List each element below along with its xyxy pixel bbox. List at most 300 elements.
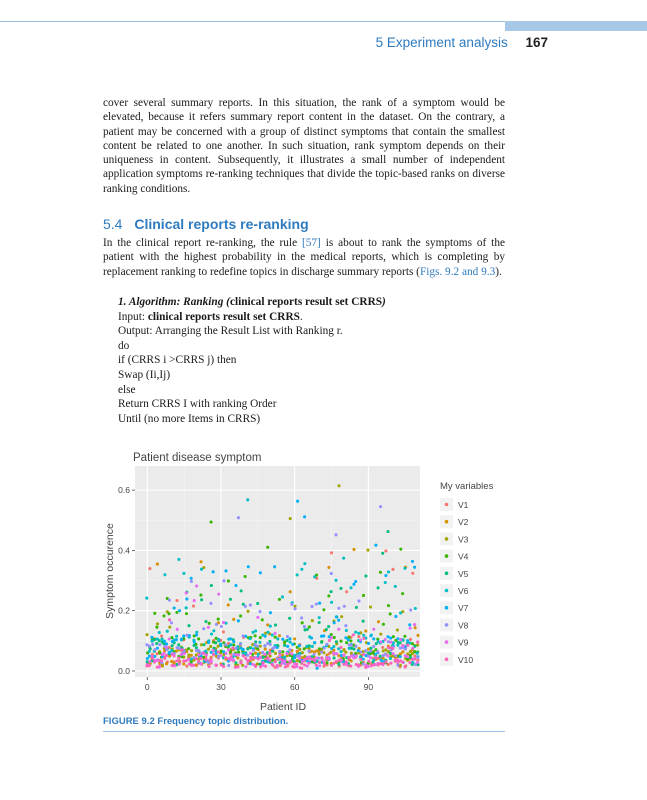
- scatter-point: [183, 652, 186, 655]
- scatter-point: [249, 637, 252, 640]
- scatter-point: [168, 618, 171, 621]
- scatter-point: [145, 664, 148, 667]
- scatter-point: [204, 658, 207, 661]
- algorithm-line: Output: Arranging the Result List with Ranking r.: [118, 325, 343, 338]
- scatter-point: [343, 605, 346, 608]
- scatter-point: [387, 604, 390, 607]
- header-rule: [0, 21, 505, 22]
- scatter-point: [413, 657, 416, 660]
- scatter-point: [283, 660, 286, 663]
- scatter-point: [286, 663, 289, 666]
- scatter-point: [178, 647, 181, 650]
- scatter-point: [227, 664, 230, 667]
- scatter-point: [271, 650, 274, 653]
- scatter-point: [229, 637, 232, 640]
- algorithm-line: Until (no more Items in CRRS): [118, 412, 261, 425]
- scatter-point: [364, 649, 367, 652]
- scatter-point: [175, 599, 178, 602]
- scatter-point: [382, 623, 385, 626]
- legend-marker: [445, 554, 449, 558]
- scatter-point: [209, 602, 212, 605]
- scatter-point: [190, 649, 193, 652]
- scatter-point: [311, 619, 314, 622]
- scatter-point: [229, 598, 232, 601]
- scatter-point: [332, 651, 335, 654]
- scatter-point: [209, 645, 212, 648]
- algorithm-title-close: ): [382, 296, 386, 308]
- scatter-point: [298, 654, 301, 657]
- figure: [100, 448, 520, 714]
- scatter-point: [318, 647, 321, 650]
- scatter-point: [327, 594, 330, 597]
- scatter-point: [355, 606, 358, 609]
- scatter-point: [318, 664, 321, 667]
- scatter-point: [258, 663, 261, 666]
- scatter-point: [303, 647, 306, 650]
- scatter-point: [288, 617, 291, 620]
- scatter-point: [333, 656, 336, 659]
- scatter-point: [197, 637, 200, 640]
- scatter-point: [290, 603, 293, 606]
- scatter-point: [230, 655, 233, 658]
- scatter-point: [217, 650, 220, 653]
- scatter-point: [389, 652, 392, 655]
- scatter-point: [187, 647, 190, 650]
- scatter-point: [224, 643, 227, 646]
- scatter-point: [197, 653, 200, 656]
- legend-label: V7: [458, 603, 469, 614]
- scatter-point: [411, 661, 414, 664]
- scatter-point: [308, 625, 311, 628]
- section-number: 5.4: [103, 216, 123, 232]
- scatter-point: [352, 633, 355, 636]
- scatter-point: [289, 661, 292, 664]
- scatter-point: [379, 633, 382, 636]
- scatter-point: [283, 656, 286, 659]
- scatter-point: [156, 652, 159, 655]
- scatter-point: [389, 657, 392, 660]
- scatter-point: [175, 638, 178, 641]
- scatter-point: [199, 594, 202, 597]
- scatter-point: [369, 647, 372, 650]
- scatter-point: [195, 584, 198, 587]
- scatter-point: [413, 654, 416, 657]
- scatter-point: [182, 572, 185, 575]
- scatter-point: [330, 551, 333, 554]
- scatter-point: [165, 646, 168, 649]
- scatter-point: [352, 583, 355, 586]
- scatter-point: [339, 650, 342, 653]
- scatter-point: [337, 619, 340, 622]
- scatter-point: [151, 643, 154, 646]
- scatter-point: [146, 660, 149, 663]
- scatter-point: [307, 650, 310, 653]
- scatter-point: [384, 581, 387, 584]
- scatter-point: [349, 665, 352, 668]
- scatter-point: [344, 636, 347, 639]
- scatter-point: [185, 597, 188, 600]
- scatter-point: [313, 653, 316, 656]
- scatter-point: [334, 579, 337, 582]
- scatter-point: [278, 650, 281, 653]
- scatter-point: [261, 618, 264, 621]
- scatter-point: [259, 645, 262, 648]
- scatter-point: [408, 623, 411, 626]
- scatter-point: [222, 579, 225, 582]
- scatter-point: [379, 655, 382, 658]
- scatter-point: [416, 656, 419, 659]
- legend-marker: [445, 606, 449, 610]
- scatter-point: [289, 641, 292, 644]
- scatter-point: [406, 639, 409, 642]
- scatter-point: [296, 500, 299, 503]
- scatter-point: [330, 572, 333, 575]
- y-tick-label: 0.0: [118, 665, 130, 676]
- scatter-point: [278, 598, 281, 601]
- scatter-point: [391, 647, 394, 650]
- scatter-point: [414, 626, 417, 629]
- scatter-point: [303, 625, 306, 628]
- scatter-point: [396, 637, 399, 640]
- scatter-point: [229, 643, 232, 646]
- scatter-point: [325, 628, 328, 631]
- scatter-point: [318, 652, 321, 655]
- scatter-point: [185, 659, 188, 662]
- scatter-point: [210, 520, 213, 523]
- scatter-point: [185, 612, 188, 615]
- scatter-point: [345, 660, 348, 663]
- scatter-point: [224, 569, 227, 572]
- scatter-point: [208, 622, 211, 625]
- algorithm-block: [118, 295, 386, 426]
- scatter-point: [192, 605, 195, 608]
- scatter-point: [403, 665, 406, 668]
- scatter-point: [249, 652, 252, 655]
- scatter-point: [239, 643, 242, 646]
- scatter-point: [148, 660, 151, 663]
- legend-label: V3: [458, 534, 469, 545]
- scatter-point: [300, 568, 303, 571]
- scatter-point: [337, 607, 340, 610]
- scatter-point: [387, 646, 390, 649]
- scatter-point: [190, 580, 193, 583]
- scatter-point: [330, 647, 333, 650]
- scatter-point: [318, 621, 321, 624]
- scatter-point: [330, 601, 333, 604]
- scatter-point: [372, 663, 375, 666]
- scatter-point: [401, 650, 404, 653]
- y-axis-label: Symptom occurence: [104, 523, 116, 619]
- scatter-point: [160, 659, 163, 662]
- scatter-point: [168, 626, 171, 629]
- scatter-point: [171, 640, 174, 643]
- scatter-point: [237, 651, 240, 654]
- scatter-point: [227, 603, 230, 606]
- legend-label: V4: [458, 551, 469, 562]
- scatter-point: [271, 659, 274, 662]
- scatter-point: [303, 515, 306, 518]
- scatter-point: [300, 667, 303, 670]
- scatter-point: [384, 653, 387, 656]
- scatter-point: [155, 642, 158, 645]
- scatter-point: [315, 602, 318, 605]
- scatter-point: [180, 653, 183, 656]
- scatter-point: [339, 646, 342, 649]
- scatter-point: [416, 652, 419, 655]
- scatter-point: [293, 637, 296, 640]
- scatter-point: [281, 595, 284, 598]
- scatter-point: [285, 652, 288, 655]
- scatter-point: [409, 638, 412, 641]
- scatter-point: [323, 662, 326, 665]
- scatter-point: [274, 623, 277, 626]
- scatter-point: [381, 646, 384, 649]
- scatter-point: [208, 665, 211, 668]
- scatter-point: [359, 650, 362, 653]
- scatter-point: [364, 666, 367, 669]
- scatter-point: [300, 616, 303, 619]
- scatter-point: [382, 662, 385, 665]
- scatter-point: [411, 572, 414, 575]
- scatter-point: [318, 616, 321, 619]
- scatter-point: [325, 643, 328, 646]
- scatter-point: [364, 629, 367, 632]
- scatter-point: [163, 640, 166, 643]
- scatter-point: [258, 641, 261, 644]
- scatter-point: [254, 634, 257, 637]
- scatter-point: [163, 652, 166, 655]
- scatter-point: [406, 644, 409, 647]
- scatter-point: [239, 661, 242, 664]
- scatter-point: [347, 638, 350, 641]
- scatter-point: [153, 660, 156, 663]
- scatter-point: [408, 661, 411, 664]
- scatter-point: [389, 662, 392, 665]
- scatter-point: [333, 636, 336, 639]
- scatter-point: [342, 663, 345, 666]
- scatter-point: [242, 654, 245, 657]
- scatter-point: [325, 657, 328, 660]
- scatter-point: [286, 645, 289, 648]
- scatter-point: [345, 629, 348, 632]
- scatter-point: [195, 653, 198, 656]
- scatter-point: [168, 637, 171, 640]
- legend-marker: [445, 623, 449, 627]
- scatter-point: [219, 654, 222, 657]
- scatter-point: [330, 636, 333, 639]
- scatter-point: [160, 634, 163, 637]
- scatter-point: [199, 657, 202, 660]
- scatter-point: [173, 654, 176, 657]
- scatter-point: [295, 663, 298, 666]
- scatter-point: [166, 630, 169, 633]
- scatter-point: [274, 652, 277, 655]
- algorithm-title-italic: 1. Algorithm: Ranking (: [118, 296, 230, 308]
- scatter-point: [177, 656, 180, 659]
- scatter-point: [193, 644, 196, 647]
- scatter-point: [386, 654, 389, 657]
- scatter-point: [327, 566, 330, 569]
- legend: [440, 481, 494, 666]
- scatter-point: [345, 590, 348, 593]
- legend-label: V9: [458, 637, 469, 648]
- scatter-point: [322, 634, 325, 637]
- scatter-point: [163, 657, 166, 660]
- scatter-point: [173, 606, 176, 609]
- algorithm-line: Swap (Ii,Ij): [118, 368, 171, 381]
- scatter-point: [384, 638, 387, 641]
- scatter-point: [257, 657, 260, 660]
- scatter-point: [394, 585, 397, 588]
- scatter-point: [173, 664, 176, 667]
- scatter-point: [227, 579, 230, 582]
- scatter-point: [190, 577, 193, 580]
- scatter-point: [264, 648, 267, 651]
- scatter-point: [362, 662, 365, 665]
- scatter-point: [224, 656, 227, 659]
- scatter-point: [281, 638, 284, 641]
- scatter-point: [237, 619, 240, 622]
- scatter-point: [377, 586, 380, 589]
- algorithm-title: [118, 295, 386, 310]
- scatter-point: [145, 597, 148, 600]
- scatter-point: [379, 571, 382, 574]
- scatter-point: [399, 655, 402, 658]
- y-tick-label: 0.2: [118, 605, 130, 616]
- x-axis-label: Patient ID: [259, 701, 307, 713]
- scatter-point: [357, 664, 360, 667]
- scatter-point: [389, 641, 392, 644]
- scatter-point: [294, 607, 297, 610]
- scatter-point: [362, 620, 365, 623]
- scatter-point: [217, 593, 220, 596]
- scatter-point: [274, 632, 277, 635]
- scatter-point: [372, 628, 375, 631]
- algorithm-line: do: [118, 339, 130, 352]
- x-tick-label: 0: [144, 682, 150, 692]
- scatter-point: [268, 652, 271, 655]
- figure-reference-link[interactable]: Figs. 9.2 and 9.3: [419, 265, 496, 278]
- scatter-point: [259, 571, 262, 574]
- scatter-point: [251, 631, 254, 634]
- scatter-point: [195, 633, 198, 636]
- scatter-point: [268, 659, 271, 662]
- scatter-point: [156, 666, 159, 669]
- scatter-point: [402, 644, 405, 647]
- scatter-point: [366, 549, 369, 552]
- scatter-point: [354, 631, 357, 634]
- scatter-point: [288, 648, 291, 651]
- scatter-point: [330, 590, 333, 593]
- scatter-point: [212, 570, 215, 573]
- scatter-point: [298, 648, 301, 651]
- scatter-point: [148, 645, 151, 648]
- scatter-point: [256, 602, 259, 605]
- scatter-point: [348, 657, 351, 660]
- scatter-point: [224, 652, 227, 655]
- scatter-point: [367, 642, 370, 645]
- legend-label: V8: [458, 620, 469, 631]
- scatter-point: [389, 637, 392, 640]
- citation-link[interactable]: [57]: [301, 237, 321, 249]
- scatter-point: [178, 662, 181, 665]
- scatter-point: [256, 616, 259, 619]
- scatter-point: [251, 656, 254, 659]
- scatter-point: [146, 657, 149, 660]
- scatter-point: [273, 565, 276, 568]
- scatter-point: [269, 655, 272, 658]
- figure-caption-text: Frequency topic distribution.: [157, 716, 289, 727]
- scatter-point: [384, 549, 387, 552]
- scatter-point: [311, 645, 314, 648]
- legend-marker: [445, 640, 449, 644]
- scatter-point: [222, 630, 225, 633]
- scatter-point: [416, 643, 419, 646]
- scatter-point: [158, 643, 161, 646]
- scatter-point: [231, 647, 234, 650]
- scatter-point: [257, 653, 260, 656]
- scatter-point: [334, 533, 337, 536]
- scatter-point: [222, 665, 225, 668]
- paragraph-2-text-b: is about to rank the symptoms of the patient with the highest probability in the medical reports, which is completing by replacement ranking to redefine topics in discharge summary reports (: [103, 237, 505, 278]
- legend-label: V2: [458, 517, 469, 528]
- x-tick-label: 30: [216, 682, 226, 692]
- legend-marker: [445, 658, 449, 662]
- scatter-point: [254, 629, 257, 632]
- scatter-point: [276, 657, 279, 660]
- scatter-point: [227, 648, 230, 651]
- scatter-point: [354, 580, 357, 583]
- scatter-point: [153, 648, 156, 651]
- scatter-point: [298, 657, 301, 660]
- scatter-point: [235, 647, 238, 650]
- scatter-point: [404, 647, 407, 650]
- scatter-point: [158, 631, 161, 634]
- scatter-point: [259, 636, 262, 639]
- scatter-point: [286, 639, 289, 642]
- scatter-point: [391, 568, 394, 571]
- scatter-point: [328, 639, 331, 642]
- scatter-point: [332, 662, 335, 665]
- scatter-point: [362, 653, 365, 656]
- scatter-point: [247, 659, 250, 662]
- legend-label: V5: [458, 568, 469, 579]
- scatter-point: [291, 643, 294, 646]
- scatter-point: [379, 640, 382, 643]
- scatter-point: [414, 607, 417, 610]
- scatter-point: [234, 661, 237, 664]
- scatter-point: [409, 608, 412, 611]
- scatter-point: [262, 661, 265, 664]
- scatter-point: [171, 644, 174, 647]
- scatter-point: [384, 574, 387, 577]
- algorithm-line: else: [118, 383, 136, 396]
- scatter-point: [199, 662, 202, 665]
- scatter-point: [298, 644, 301, 647]
- scatter-point: [313, 575, 316, 578]
- scatter-point: [307, 662, 310, 665]
- scatter-point: [362, 637, 365, 640]
- scatter-point: [269, 643, 272, 646]
- scatter-point: [168, 651, 171, 654]
- scatter-point: [271, 633, 274, 636]
- scatter-point: [249, 646, 252, 649]
- scatter-point: [232, 643, 235, 646]
- scatter-point: [355, 655, 358, 658]
- section-heading: [103, 216, 309, 232]
- scatter-point: [181, 648, 184, 651]
- scatter-point: [264, 665, 267, 668]
